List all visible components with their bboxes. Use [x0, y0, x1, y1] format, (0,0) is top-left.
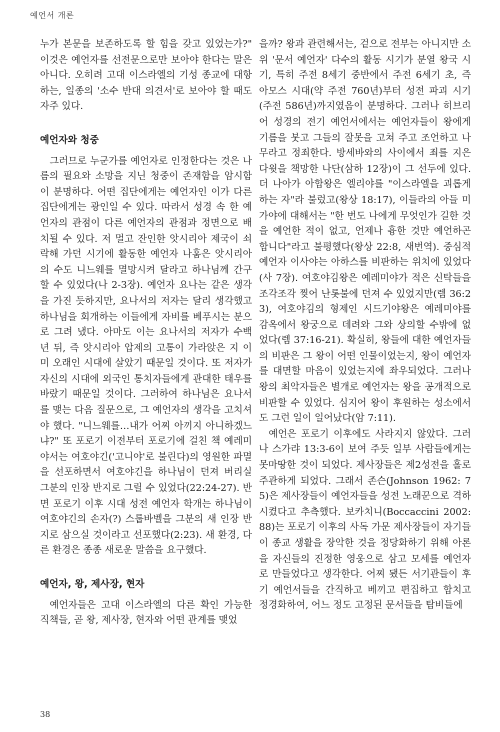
right-column [259, 37, 471, 705]
section-heading-offices: 예언자, 왕, 제사장, 현자 [40, 579, 145, 590]
intro-paragraph: 누가 본문을 보존하도록 할 힘을 갖고 있었는가?" 이것은 예언자를 선전문으로만 보아야 한다는 말은 아니다. 오히려 고대 이스라엘의 기성 종교에 대항하는, 일종의 '소수 반대 의견서'로 보아야 할 때도 자주 있다. [40, 39, 252, 113]
postexilic-paragraph: 예언은 포로기 이후에도 사라지지 않았다. 그러나 스가랴 13:3-6이 보여 주듯 일부 사람들에게는 못마땅한 것이 되었다. 제사장들은 제2성전을 홀로 주관하게 되었다. 그래서 존슨(Johnson 1962: 75)은 제사장들이 예언자들을 성전 노래꾼으로 격하시켰다고 추측했다. 보카치니(Boccaccini 2002: 88)는 포로기 이후의 사독 가문 제사장들이 자기들이 종교 생활을 장악한 것을 정당화하기 위해 아론을 자신들의 진정한 영웅으로 삼고 모세를 예언자로 만들었다고 생각한다. 어찌 됐든 서기관들이 후기 예언서들을 간직하고 베끼고 편집하고 합치고 정경화하여, 어느 정도 고정된 문서들을 탐비들에 [259, 428, 471, 612]
running-head: 예언서 개론 [30, 11, 75, 20]
section-heading-audience: 예언자와 청중 [40, 134, 99, 146]
section-offices-paragraph-start: 예언자들은 고대 이스라엘의 다른 확인 가능한 직책들, 곧 왕, 제사장, 현자와 어떤 관계를 맺었 [40, 599, 252, 627]
page-number: 38 [40, 710, 51, 719]
section-audience-paragraph: 그러므로 누군가를 예언자로 인정한다는 것은 나름의 필요와 소망을 지닌 청중이 존재함을 암시함이 분명하다. 어떤 집단에게는 예언자인 이가 다른 집단에게는 광인일 수 있다. 따라서 성경 속 한 예언자의 관점이 다른 예언자의 관점과 정면으로 배치될 수 있다. 저 멀고 잔인한 앗시리아 제국이 쇠락해 가던 시기에 활동한 예언자 나훔은 앗시리아의 수도 니느웨를 멸망시켜 달라고 하나님께 간구할 수 있었다(나 2-3장). 예언자 요나는 같은 생각을 가진 듯하지만, 요나서의 저자는 달리 생각했고 하나님을 회개하는 이들에게 자비를 베푸시는 분으로 그려 냈다. 아마도 이는 요나서의 저자가 수백 년 뒤, 즉 앗시리아 압제의 고통이 가라앉은 지 이미 오래인 시대에 살았기 때문일 것이다. 또 저자가 자신의 시대에 외국인 통치자들에게 관대한 태우를 바랐기 때문일 것이다. 그러하여 하나님은 요나서를 맺는 다음 질문으로, 그 예언자의 생각을 고치셔야 했다. "니느웨를…내가 어찌 아끼지 아니하겠느냐?" 또 포로기 이전부터 포로기에 걸친 책 예레미야서는 여호야긴('고니야'로 불린다)의 영원한 파멸을 선포하면서 여호야긴을 하나님이 던져 버리실 그분의 인장 반지로 그릴 수 있었다(22:24-27). 반면 포로기 이후 시대 성전 예언자 학개는 하나님이 여호야긴의 손자(?) 스룹바벨을 그분의 새 인장 반지로 삼으실 것이라고 선포했다(2:23). 새 환경, 다른 환경은 종종 새로운 말씀을 요구했다. [40, 155, 252, 557]
kings-paragraph: 을까? 왕과 관련해서는, 겉으로 전부는 아니지만 소위 '문서 예언자' 다수의 활동 시기가 분열 왕국 시기, 특히 주전 8세기 중반에서 주전 6세기 초, 즉 아모스 시대(약 주전 760년)부터 성전 파괴 시기(주전 586년)까지였음이 분명하다. 그러나 히브리어 성경의 전기 예언서에서는 예언자들이 왕에게 기름을 붓고 그들의 잘못을 고쳐 주고 조언하고 나무라고 정죄한다. 방세바와의 사이에서 죄를 지은 다윗을 책망한 나단(삼하 12장)이 그 선두에 있다. 더 나아가 아합왕은 엘리야를 "이스라엘을 괴롭게 하는 자"라 불렀고(왕상 18:17), 이들라의 아들 미가야에 대해서는 "한 번도 나에게 무엇인가 길한 것을 예언한 적이 없고, 언제나 흉한 것만 예언하곤 합니다"라고 불평했다(왕상 22:8, 새번역). 중심적 예언자 이사야는 아하스를 비판하는 위치에 있었다(사 7장). 여호야김왕은 예레미야가 적은 신탁들을 조각조각 찢어 난롯불에 던져 수 있었지만(렘 36:23), 여호야김의 형제인 시드기야왕은 예레미야를 감옥에서 왕궁으로 데려와 그와 상의할 수밖에 없었다(렘 37:16-21). 확실히, 왕들에 대한 예언자들의 비판은 그 왕이 어떤 인물이었는지, 왕이 예언자를 대면할 마음이 있었는지에 좌우되었다. 그러나 왕의 최악자들은 별개로 예언자는 왕을 공개적으로 비판할 수 있었다. 심지어 왕이 후원하는 성소에서도 그런 일이 일어났다(암 7:11). [259, 39, 471, 425]
left-column [40, 37, 252, 705]
